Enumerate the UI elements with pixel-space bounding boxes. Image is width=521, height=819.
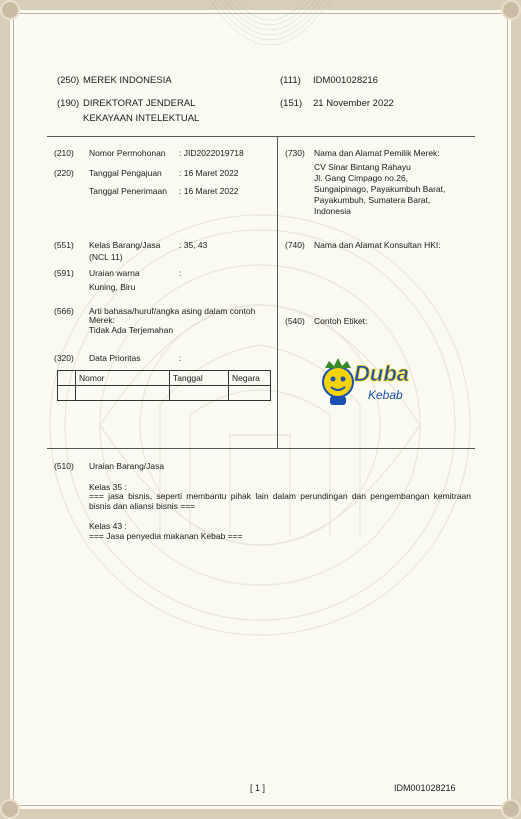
kelas-label: Kelas Barang/Jasa [89,240,161,250]
code-151: (151) [280,98,303,109]
logo-text-duba: Duba [354,361,409,386]
code-190: (190) [57,98,80,109]
guilloche-pattern-icon [210,0,330,80]
duba-kebab-logo-icon [318,350,420,408]
registration-date: 21 November 2022 [313,98,394,109]
uraian-warna-value: Kuning, Biru [89,282,136,292]
pemilik-line: Payakumbuh, Sumatera Barat, [314,195,431,205]
nomor-permohonan-value: : JID2022019718 [179,148,244,158]
section-divider [47,448,475,449]
code-551: (551) [54,240,74,250]
pemilik-line: CV Sinar Bintang Rahayu [314,162,411,172]
uraian-warna-label: Uraian warna [89,268,140,278]
tanggal-pengajuan-value: : 16 Maret 2022 [179,168,239,178]
contoh-etiket-label: Contoh Etiket: [314,316,368,326]
code-730: (730) [285,148,305,158]
code-566: (566) [54,306,74,316]
tanggal-pengajuan-label: Tanggal Pengajuan [89,168,162,178]
uraian-barang-label: Uraian Barang/Jasa [89,461,165,471]
corner-ornament-icon [0,799,20,819]
code-111: (111) [280,75,301,86]
priority-table [57,370,271,401]
kelas-35-text: === jasa bisnis, seperti membantu pihak lain dalam perundingan dan pengembangan kemitraan bisnis dan aliansi bisnis === [89,491,471,511]
table-cell [229,386,271,401]
kelas-value: : 35, 43 [179,240,208,250]
arti-label-line2: Merek: [89,315,115,325]
table-header-row [58,371,271,386]
code-540: (540) [285,316,305,326]
footer-registration-number: IDM001028216 [394,783,456,793]
kelas-35-label: Kelas 35 : [89,482,127,492]
merek-indonesia-title: MEREK INDONESIA [83,75,172,86]
table-header-negara: Negara [229,371,271,386]
code-210: (210) [54,148,74,158]
table-cell [76,386,170,401]
logo-text-kebab: Kebab [368,388,403,402]
tanggal-penerimaan-value: : 16 Maret 2022 [179,186,239,196]
code-320: (320) [54,353,74,363]
column-divider [277,136,278,448]
code-220: (220) [54,168,74,178]
arti-label-line1: Arti bahasa/huruf/angka asing dalam contoh [89,306,256,316]
pemilik-line: Jl. Gang Cimpago no.26, [314,173,409,183]
data-prioritas-label: Data Prioritas [89,353,141,363]
code-740: (740) [285,240,305,250]
data-prioritas-colon: : [179,353,182,363]
uraian-warna-colon: : [179,268,182,278]
header-divider [47,136,475,137]
kelas-43-label: Kelas 43 : [89,521,127,531]
arti-value: Tidak Ada Terjemahan [89,325,174,335]
corner-ornament-icon [0,0,20,20]
code-510: (510) [54,461,74,471]
table-cell [58,371,76,386]
corner-ornament-icon [501,0,521,20]
tanggal-penerimaan-label: Tanggal Penerimaan [89,186,167,196]
table-cell [58,386,76,401]
pemilik-label: Nama dan Alamat Pemilik Merek: [314,148,440,158]
table-row [58,386,271,401]
agency-name-line2: KEKAYAAN INTELEKTUAL [83,113,200,124]
pemilik-line: Sungaipinago, Payakumbuh Barat, [314,184,446,194]
registration-number: IDM001028216 [313,75,378,86]
nomor-permohonan-label: Nomor Permohonan [89,148,166,158]
pemilik-line: Indonesia [314,206,351,216]
page-number: [ 1 ] [250,783,266,793]
kelas-43-text: === Jasa penyedia makanan Kebab === [89,531,243,541]
table-header-tanggal: Tanggal [170,371,229,386]
code-591: (591) [54,268,74,278]
table-header-nomor: Nomor [76,371,170,386]
code-250: (250) [57,75,80,86]
agency-name-line1: DIREKTORAT JENDERAL [83,98,196,109]
ncl-label: (NCL 11) [89,252,123,262]
corner-ornament-icon [501,799,521,819]
konsultan-label: Nama dan Alamat Konsultan HKI: [314,240,441,250]
table-cell [170,386,229,401]
